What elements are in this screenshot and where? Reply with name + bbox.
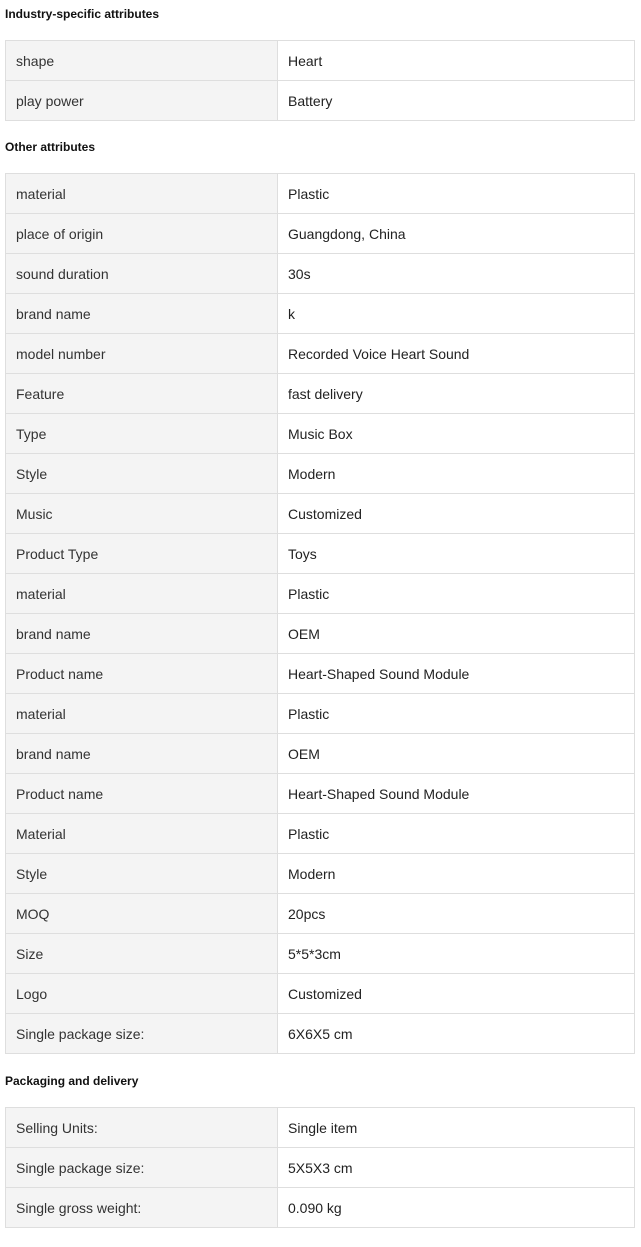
attribute-key: Style [6,454,278,494]
industry-attributes-table [5,40,635,121]
attribute-key: Music [6,494,278,534]
attribute-row [6,614,635,654]
attribute-value: Heart-Shaped Sound Module [278,654,635,694]
section-title-packaging-and-delivery: Packaging and delivery [5,1074,139,1088]
attribute-row [6,254,635,294]
attribute-row [6,774,635,814]
attribute-value: Recorded Voice Heart Sound [278,334,635,374]
attribute-row [6,734,635,774]
attribute-row [6,814,635,854]
attribute-row [6,1014,635,1054]
attribute-key: brand name [6,734,278,774]
attribute-value: Heart [278,41,635,81]
attribute-value: 30s [278,254,635,294]
attribute-value: Heart-Shaped Sound Module [278,774,635,814]
attribute-value: Plastic [278,174,635,214]
attribute-row [6,294,635,334]
attribute-value: Battery [278,81,635,121]
attribute-key: material [6,694,278,734]
attribute-key: shape [6,41,278,81]
attribute-value: 5*5*3cm [278,934,635,974]
attribute-key: Selling Units: [6,1108,278,1148]
attribute-key: Material [6,814,278,854]
attribute-value: Single item [278,1108,635,1148]
attribute-key: sound duration [6,254,278,294]
attribute-value: Customized [278,494,635,534]
attribute-value: OEM [278,734,635,774]
attribute-value: fast delivery [278,374,635,414]
attribute-row [6,694,635,734]
attribute-row [6,214,635,254]
attribute-value: OEM [278,614,635,654]
attribute-value: Toys [278,534,635,574]
attribute-row [6,414,635,454]
attribute-row [6,1188,635,1228]
attribute-value: 0.090 kg [278,1188,635,1228]
attribute-key: MOQ [6,894,278,934]
attribute-key: brand name [6,614,278,654]
attribute-row [6,934,635,974]
attribute-key: material [6,174,278,214]
attribute-key: Size [6,934,278,974]
attribute-key: play power [6,81,278,121]
attribute-row [6,1108,635,1148]
attribute-value: Customized [278,974,635,1014]
attribute-row [6,974,635,1014]
attribute-key: place of origin [6,214,278,254]
attribute-row [6,894,635,934]
attribute-key: Product name [6,654,278,694]
attribute-row [6,81,635,121]
attribute-row [6,1148,635,1188]
attribute-key: brand name [6,294,278,334]
attribute-row [6,574,635,614]
attribute-value: k [278,294,635,334]
attribute-value: Plastic [278,694,635,734]
attribute-key: Logo [6,974,278,1014]
attribute-key: Feature [6,374,278,414]
section-title-other-attributes: Other attributes [5,140,96,154]
attribute-key: material [6,574,278,614]
attribute-row [6,854,635,894]
attribute-row [6,334,635,374]
attribute-value: Plastic [278,814,635,854]
attribute-key: Type [6,414,278,454]
attribute-key: Product name [6,774,278,814]
attribute-key: Single package size: [6,1014,278,1054]
packaging-delivery-table [5,1107,635,1228]
attribute-row [6,454,635,494]
attribute-value: Music Box [278,414,635,454]
attribute-key: Style [6,854,278,894]
section-title-industry-specific-attributes: Industry-specific attributes [5,7,160,21]
attribute-row [6,41,635,81]
attribute-row [6,534,635,574]
other-attributes-table [5,173,635,1054]
attribute-value: 20pcs [278,894,635,934]
attribute-key: Single package size: [6,1148,278,1188]
attribute-key: Product Type [6,534,278,574]
attribute-value: 6X6X5 cm [278,1014,635,1054]
attribute-row [6,654,635,694]
attribute-row [6,174,635,214]
attribute-value: Guangdong, China [278,214,635,254]
attribute-key: model number [6,334,278,374]
attribute-value: Modern [278,454,635,494]
attribute-value: Plastic [278,574,635,614]
attribute-value: Modern [278,854,635,894]
attribute-key: Single gross weight: [6,1188,278,1228]
attribute-value: 5X5X3 cm [278,1148,635,1188]
attribute-row [6,494,635,534]
attribute-row [6,374,635,414]
